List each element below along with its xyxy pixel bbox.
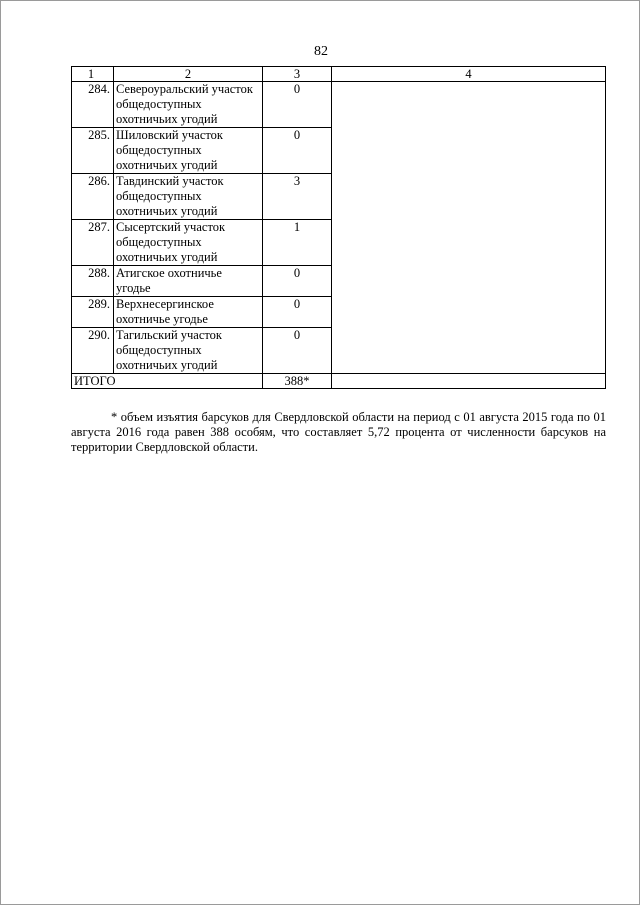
column-header-1: 1	[72, 67, 114, 82]
total-row	[72, 374, 606, 389]
hunting-ground-name	[114, 328, 263, 374]
hunting-ground-name	[114, 220, 263, 266]
footnote: * объем изъятия барсуков для Свердловской области на период с 01 августа 2015 года по 01 августа 2016 года равен 388 особям, что составляет 5,72 процента от численности барсуков на территории Свердловской области.	[71, 410, 606, 454]
quota-value: 3	[263, 174, 332, 220]
quota-value: 0	[263, 266, 332, 297]
page-number: 82	[314, 44, 328, 59]
table-row	[72, 82, 606, 128]
total-label: ИТОГО	[72, 374, 263, 389]
column-header-2: 2	[114, 67, 263, 82]
column-header-4: 4	[332, 67, 606, 82]
row-number: 286.	[72, 174, 114, 220]
row-number: 287.	[72, 220, 114, 266]
remarks-cell	[332, 82, 606, 374]
hunting-ground-name-line: общедоступных	[116, 189, 202, 203]
hunting-ground-name-line: Атигское охотничье	[116, 266, 222, 280]
hunting-ground-name-line: охотничьих угодий	[116, 112, 218, 126]
total-value: 388*	[263, 374, 332, 389]
hunting-ground-name-line: угодье	[116, 281, 151, 295]
hunting-ground-name-line: Тагильский участок	[116, 328, 223, 342]
hunting-ground-name-line: общедоступных	[116, 97, 202, 111]
row-number: 288.	[72, 266, 114, 297]
column-header-3: 3	[263, 67, 332, 82]
quota-value: 0	[263, 297, 332, 328]
hunting-ground-name-line: охотничьих угодий	[116, 204, 218, 218]
hunting-ground-name-line: Тавдинский участок	[116, 174, 224, 188]
hunting-ground-name-line: охотничьих угодий	[116, 158, 218, 172]
quota-value: 0	[263, 82, 332, 128]
hunting-ground-name-line: охотничьих угодий	[116, 250, 218, 264]
total-remarks-cell	[332, 374, 606, 389]
hunting-ground-name-line: Североуральский участок	[116, 82, 253, 96]
row-number: 290.	[72, 328, 114, 374]
hunting-ground-name-line: Сысертский участок	[116, 220, 226, 234]
row-number: 289.	[72, 297, 114, 328]
hunting-grounds-table	[71, 66, 606, 389]
hunting-ground-name-line: общедоступных	[116, 235, 202, 249]
hunting-ground-name	[114, 297, 263, 328]
hunting-ground-name	[114, 174, 263, 220]
row-number: 284.	[72, 82, 114, 128]
table-header-row	[72, 67, 606, 82]
hunting-ground-name-line: Шиловский участок	[116, 128, 223, 142]
hunting-ground-name	[114, 82, 263, 128]
row-number: 285.	[72, 128, 114, 174]
hunting-ground-name-line: общедоступных	[116, 143, 202, 157]
hunting-ground-name-line: охотничьих угодий	[116, 358, 218, 372]
quota-value: 1	[263, 220, 332, 266]
hunting-ground-name	[114, 266, 263, 297]
quota-value: 0	[263, 328, 332, 374]
hunting-ground-name-line: охотничье угодье	[116, 312, 208, 326]
hunting-ground-name-line: общедоступных	[116, 343, 202, 357]
hunting-ground-name-line: Верхнесергинское	[116, 297, 214, 311]
hunting-ground-name	[114, 128, 263, 174]
quota-value: 0	[263, 128, 332, 174]
